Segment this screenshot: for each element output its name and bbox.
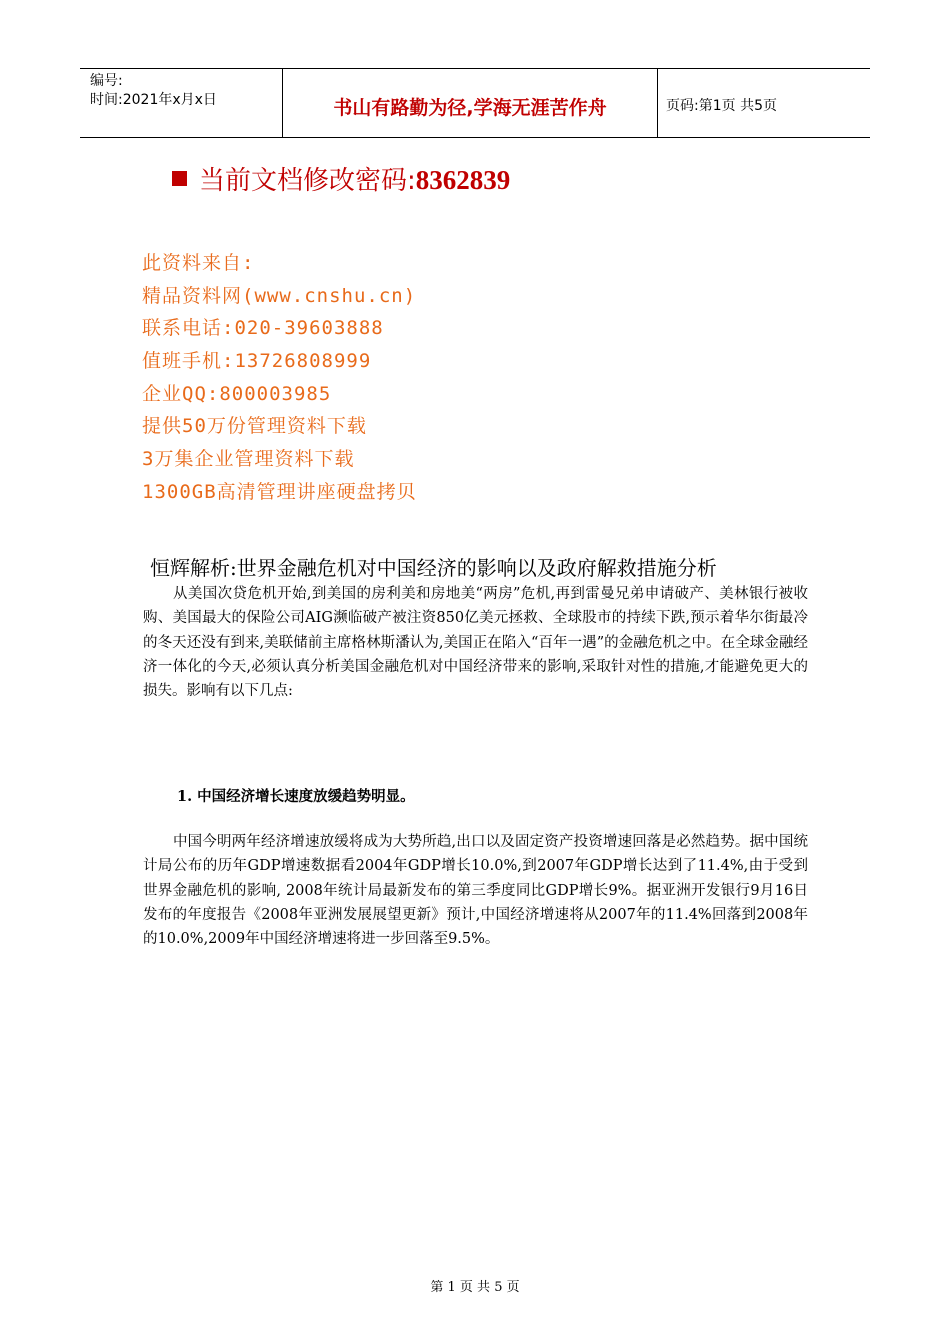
password-code: 8362839: [415, 165, 511, 195]
header-table: [80, 68, 870, 138]
source-line: 提供50万份管理资料下载: [142, 415, 367, 438]
time-label: 时间:2021年x月x日: [90, 92, 217, 108]
source-line: 精品资料网(www.cnshu.cn): [142, 284, 417, 307]
header-page-cell: [658, 69, 870, 137]
source-line: 联系电话:020-39603888: [142, 317, 384, 340]
section-heading: 1. 中国经济增长速度放缓趋势明显。: [177, 788, 415, 805]
paragraph-intro: 从美国次贷危机开始,到美国的房利美和房地美“两房”危机,再到雷曼兄弟申请破产、美林银行被收购、美国最大的保险公司AIG濒临破产被注资850亿美元拯救、全球股市的持续下跌,预示着华尔街最冷的冬天还没有到来,美联储前主席格林斯潘认为,美国正在陷入“百年一遇”的金融危机之中。在全球金融经济一体化的今天,必须认真分析美国金融危机对中国经济带来的影响,采取针对性的措施,才能避免更大的损失。影响有以下几点:: [143, 586, 808, 700]
article-title: 恒辉解析:世界金融危机对中国经济的影响以及政府解救措施分析: [150, 556, 717, 580]
source-line: 值班手机:13726808999: [142, 350, 372, 373]
header-motto-cell: [283, 69, 658, 137]
paragraph-growth: 中国今明两年经济增速放缓将成为大势所趋,出口以及固定资产投资增速回落是必然趋势。据中国统计局公布的历年GDP增速数据看2004年GDP增长10.0%,到2007年GDP增长达到了11.4%,由于受到世界金融危机的影响, 2008年统计局最新发布的第三季度同比GDP增长9%。据亚洲开发银行9月16日发布的年度报告《2008年亚洲发展展望更新》预计,中国经济增速将从2007年的11.4%回落到2008年的10.0%,2009年中国经济增速将进一步回落至9.5%。: [143, 834, 808, 948]
source-line: 1300GB高清管理讲座硬盘拷贝: [142, 480, 417, 503]
square-bullet-icon: [172, 171, 187, 186]
password-notice: [172, 160, 510, 197]
password-label: 当前文档修改密码:: [199, 166, 416, 196]
source-line: 企业QQ:800003985: [142, 382, 332, 405]
source-line: 3万集企业管理资料下载: [142, 448, 355, 471]
page-footer: 第 1 页 共 5 页: [430, 1280, 520, 1295]
source-line: 此资料来自:: [142, 252, 255, 274]
source-info: [142, 247, 417, 509]
header-page-info: 页码:第1页 共5页: [666, 98, 777, 114]
motto-text: 书山有路勤为径,学海无涯苦作舟: [333, 97, 607, 119]
header-meta-cell: [80, 69, 283, 137]
number-label: 编号:: [90, 73, 123, 89]
